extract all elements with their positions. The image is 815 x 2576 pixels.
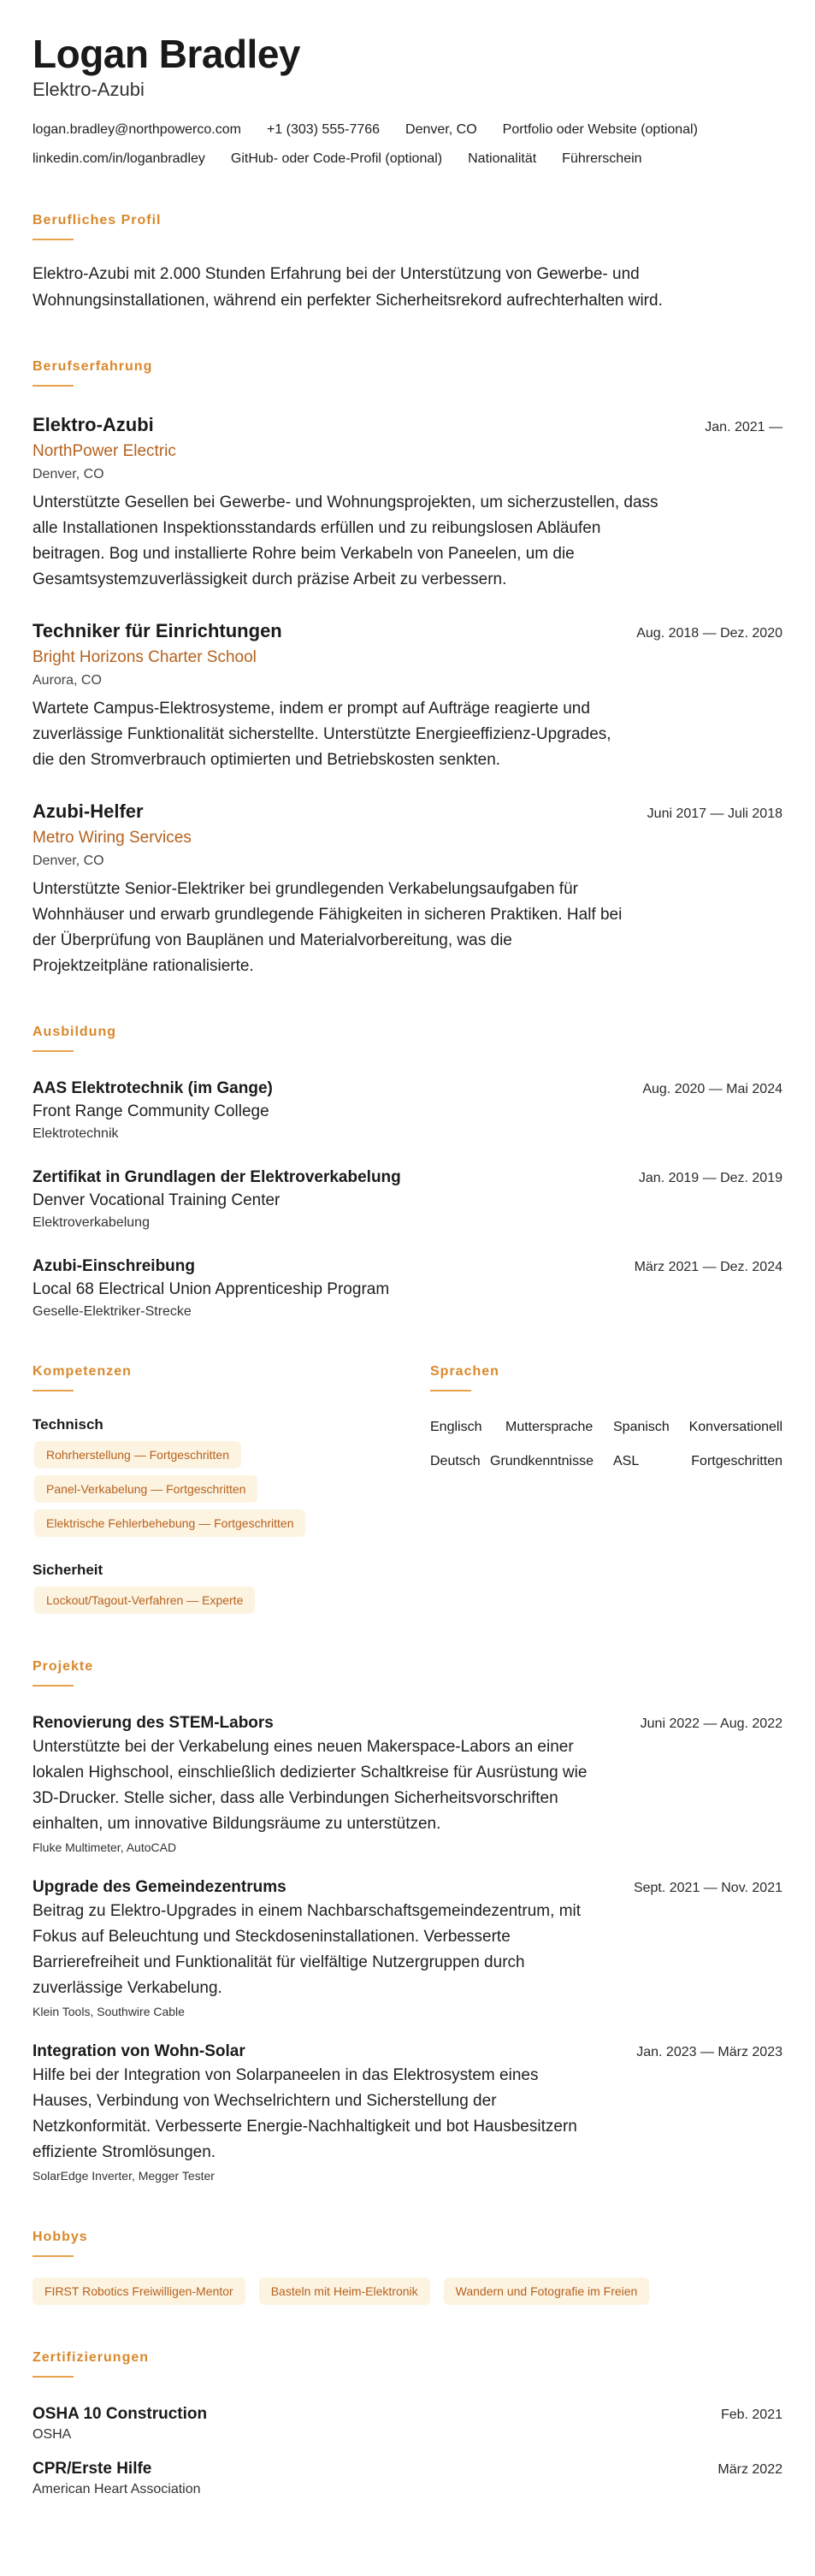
candidate-name: Logan Bradley (32, 32, 301, 76)
language-row (430, 1417, 783, 1438)
skill-tag: Elektrische Fehlerbehebung — Fortgeschritten (34, 1510, 305, 1537)
project-date: Sept. 2021 — Nov. 2021 (633, 1881, 783, 1895)
contact-list (32, 120, 783, 169)
section-title: Berufliches Profil (32, 213, 162, 227)
contact-phone[interactable]: +1 (303) 555-7766 (266, 122, 381, 137)
job-location: Denver, CO (32, 467, 104, 482)
contact-email[interactable]: logan.bradley@northpowerco.com (32, 122, 241, 137)
contact-portfolio[interactable]: Portfolio oder Website (optional) (502, 122, 698, 137)
education-title: Azubi-Einschreibung (32, 1257, 195, 1275)
certification-date: Feb. 2021 (720, 2408, 783, 2422)
project-date: Juni 2022 — Aug. 2022 (640, 1716, 783, 1731)
hobby-tag: Wandern und Fotografie im Freien (444, 2278, 650, 2305)
header (32, 32, 783, 169)
education-title: Zertifikat in Grundlagen der Elektroverkabelung (32, 1168, 401, 1186)
skills-section (32, 1363, 430, 1614)
education-school: Front Range Community College (32, 1102, 269, 1120)
job-entry (32, 412, 783, 593)
job-title: Techniker für Einrichtungen (32, 620, 282, 641)
project-entry (32, 1876, 783, 2020)
skill-tag: Panel-Verkabelung — Fortgeschritten (34, 1475, 257, 1503)
project-tech: Klein Tools, Southwire Cable (32, 2005, 185, 2018)
education-entry (32, 1167, 783, 1233)
job-title: Azubi-Helfer (32, 801, 144, 822)
contact-license: Führerschein (562, 151, 642, 166)
section-divider (32, 1050, 74, 1052)
section-title: Zertifizierungen (32, 2350, 150, 2365)
profile-summary: Elektro-Azubi mit 2.000 Stunden Erfahrung bei der Unterstützung von Gewerbe- und Wohnungsinstallationen, während ein perfekter Sicherheitsrekord aufrechterhalten wird. (32, 265, 663, 310)
project-title: Renovierung des STEM-Labors (32, 1714, 274, 1732)
language-level: Grundkenntnisse (490, 1454, 594, 1468)
profile-section (32, 212, 783, 314)
project-entry (32, 2041, 783, 2184)
education-date: März 2021 — Dez. 2024 (634, 1260, 783, 1274)
certification-entry (32, 2458, 783, 2499)
project-description: Unterstützte bei der Verkabelung eines neuen Makerspace-Labors an einer lokalen Highschool, einschließlich dedizierter Schaltkreise für Ausrüstung wie 3D-Drucker. Stelle sicher, dass alle Verbindungen Sicherheitsvorschriften einhalten, um innovative Bildungsräume zu unterstützen. (32, 1738, 588, 1833)
job-date: Jan. 2021 — (705, 420, 783, 434)
section-divider (430, 1390, 471, 1391)
project-tech: SolarEdge Inverter, Megger Tester (32, 2169, 215, 2183)
job-entry (32, 799, 783, 979)
job-company: NorthPower Electric (32, 442, 176, 460)
project-tech: Fluke Multimeter, AutoCAD (32, 1840, 177, 1854)
section-title: Ausbildung (32, 1025, 116, 1039)
skill-tag: Lockout/Tagout-Verfahren — Experte (34, 1586, 255, 1614)
skill-tag: Rohrherstellung — Fortgeschritten (34, 1441, 241, 1468)
job-company: Bright Horizons Charter School (32, 648, 257, 666)
experience-section (32, 358, 783, 979)
education-field: Geselle-Elektriker-Strecke (32, 1304, 192, 1319)
project-description: Beitrag zu Elektro-Upgrades in einem Nachbarschaftsgemeindezentrum, mit Fokus auf Beleuchtung und Steckdoseninstallationen. Verbesserte Barrierefreiheit und Funktionalität für vielfältige Nutzergruppen durch zuverlässige Verkabelung. (32, 1902, 582, 1997)
section-title: Sprachen (430, 1364, 499, 1379)
project-title: Integration von Wohn-Solar (32, 2042, 245, 2060)
education-date: Aug. 2020 — Mai 2024 (642, 1082, 783, 1096)
certification-issuer: American Heart Association (32, 2482, 201, 2496)
skill-group-title: Sicherheit (32, 1562, 103, 1578)
certification-title: CPR/Erste Hilfe (32, 2460, 152, 2478)
section-divider (32, 385, 74, 387)
job-description: Wartete Campus-Elektrosysteme, indem er prompt auf Aufträge reagierte und zuverlässige Funktionalität sicherstellte. Unterstützte Energieeffizienz-Upgrades, die den Stromverbrauch optimierten und Betriebskosten senkten. (32, 700, 611, 769)
language-row (430, 1451, 783, 1472)
education-school: Denver Vocational Training Center (32, 1191, 281, 1209)
language-name: Englisch (430, 1420, 482, 1434)
job-entry (32, 618, 783, 773)
language-level: Konversationell (688, 1420, 783, 1434)
project-title: Upgrade des Gemeindezentrums (32, 1878, 286, 1896)
job-location: Aurora, CO (32, 673, 102, 688)
contact-github[interactable]: GitHub- oder Code-Profil (optional) (230, 151, 443, 166)
language-name: Deutsch (430, 1454, 481, 1468)
job-company: Metro Wiring Services (32, 829, 192, 847)
certifications-section (32, 2349, 783, 2499)
job-description: Unterstützte Senior-Elektriker bei grundlegenden Verkabelungsaufgaben für Wohnhäuser und erwarb grundlegende Fähigkeiten in sicheren Praktiken. Half bei der Überprüfung von Bauplänen und Materialvorbereitung, was die Projektzeitpläne rationalisierte. (32, 880, 623, 975)
job-date: Juni 2017 — Juli 2018 (647, 806, 783, 821)
hobby-tag: FIRST Robotics Freiwilligen-Mentor (32, 2278, 245, 2305)
job-location: Denver, CO (32, 854, 104, 868)
skills-languages-row (32, 1363, 783, 1614)
section-title: Kompetenzen (32, 1364, 132, 1379)
certification-title: OSHA 10 Construction (32, 2405, 208, 2423)
section-divider (32, 2255, 74, 2257)
section-title: Hobbys (32, 2230, 88, 2244)
languages-section (430, 1363, 783, 1614)
hobby-tag: Basteln mit Heim-Elektronik (259, 2278, 430, 2305)
education-field: Elektrotechnik (32, 1126, 119, 1141)
job-date: Aug. 2018 — Dez. 2020 (636, 626, 783, 641)
project-date: Jan. 2023 — März 2023 (636, 2045, 783, 2059)
education-entry (32, 1256, 783, 1322)
language-name: ASL (613, 1454, 640, 1468)
section-title: Projekte (32, 1659, 94, 1674)
section-divider (32, 1390, 74, 1391)
job-title: Elektro-Azubi (32, 414, 154, 435)
language-name: Spanisch (613, 1420, 670, 1434)
projects-section (32, 1658, 783, 2184)
contact-nationality: Nationalität (468, 151, 537, 166)
certification-entry (32, 2403, 783, 2444)
language-level: Muttersprache (505, 1420, 594, 1434)
section-divider (32, 239, 74, 240)
language-level: Fortgeschritten (691, 1454, 783, 1468)
education-school: Local 68 Electrical Union Apprenticeship Program (32, 1280, 390, 1298)
section-divider (32, 2376, 74, 2378)
education-date: Jan. 2019 — Dez. 2019 (638, 1171, 783, 1185)
hobbies-section (32, 2229, 783, 2305)
certification-issuer: OSHA (32, 2427, 72, 2442)
section-divider (32, 1685, 74, 1687)
education-section (32, 1024, 783, 1322)
hobby-list (32, 2278, 783, 2305)
contact-linkedin[interactable]: linkedin.com/in/loganbradley (32, 151, 205, 166)
education-field: Elektroverkabelung (32, 1215, 150, 1230)
job-description: Unterstützte Gesellen bei Gewerbe- und Wohnungsprojekten, um sicherzustellen, dass alle Installationen Inspektionsstandards erfüllen und zu reibungslosen Abläufen beitragen. Bog und installierte Rohre beim Verkabeln von Paneelen, um die Gesamtsystemzuverlässigkeit durch präzise Arbeit zu verbessern. (32, 493, 658, 588)
project-description: Hilfe bei der Integration von Solarpaneelen in das Elektrosystem eines Hauses, Verbindung von Wechselrichtern und Sicherstellung der Netzkonformität. Verbesserte Energie-Nachhaltigkeit und bot Hausbesitzern effiziente Stromlösungen. (32, 2066, 577, 2161)
contact-location: Denver, CO (405, 122, 477, 137)
skill-group-title: Technisch (32, 1416, 103, 1433)
project-entry (32, 1712, 783, 1856)
education-entry (32, 1078, 783, 1144)
certification-date: März 2022 (718, 2462, 783, 2477)
education-title: AAS Elektrotechnik (im Gange) (32, 1079, 273, 1097)
candidate-role: Elektro-Azubi (32, 79, 145, 100)
section-title: Berufserfahrung (32, 359, 153, 374)
